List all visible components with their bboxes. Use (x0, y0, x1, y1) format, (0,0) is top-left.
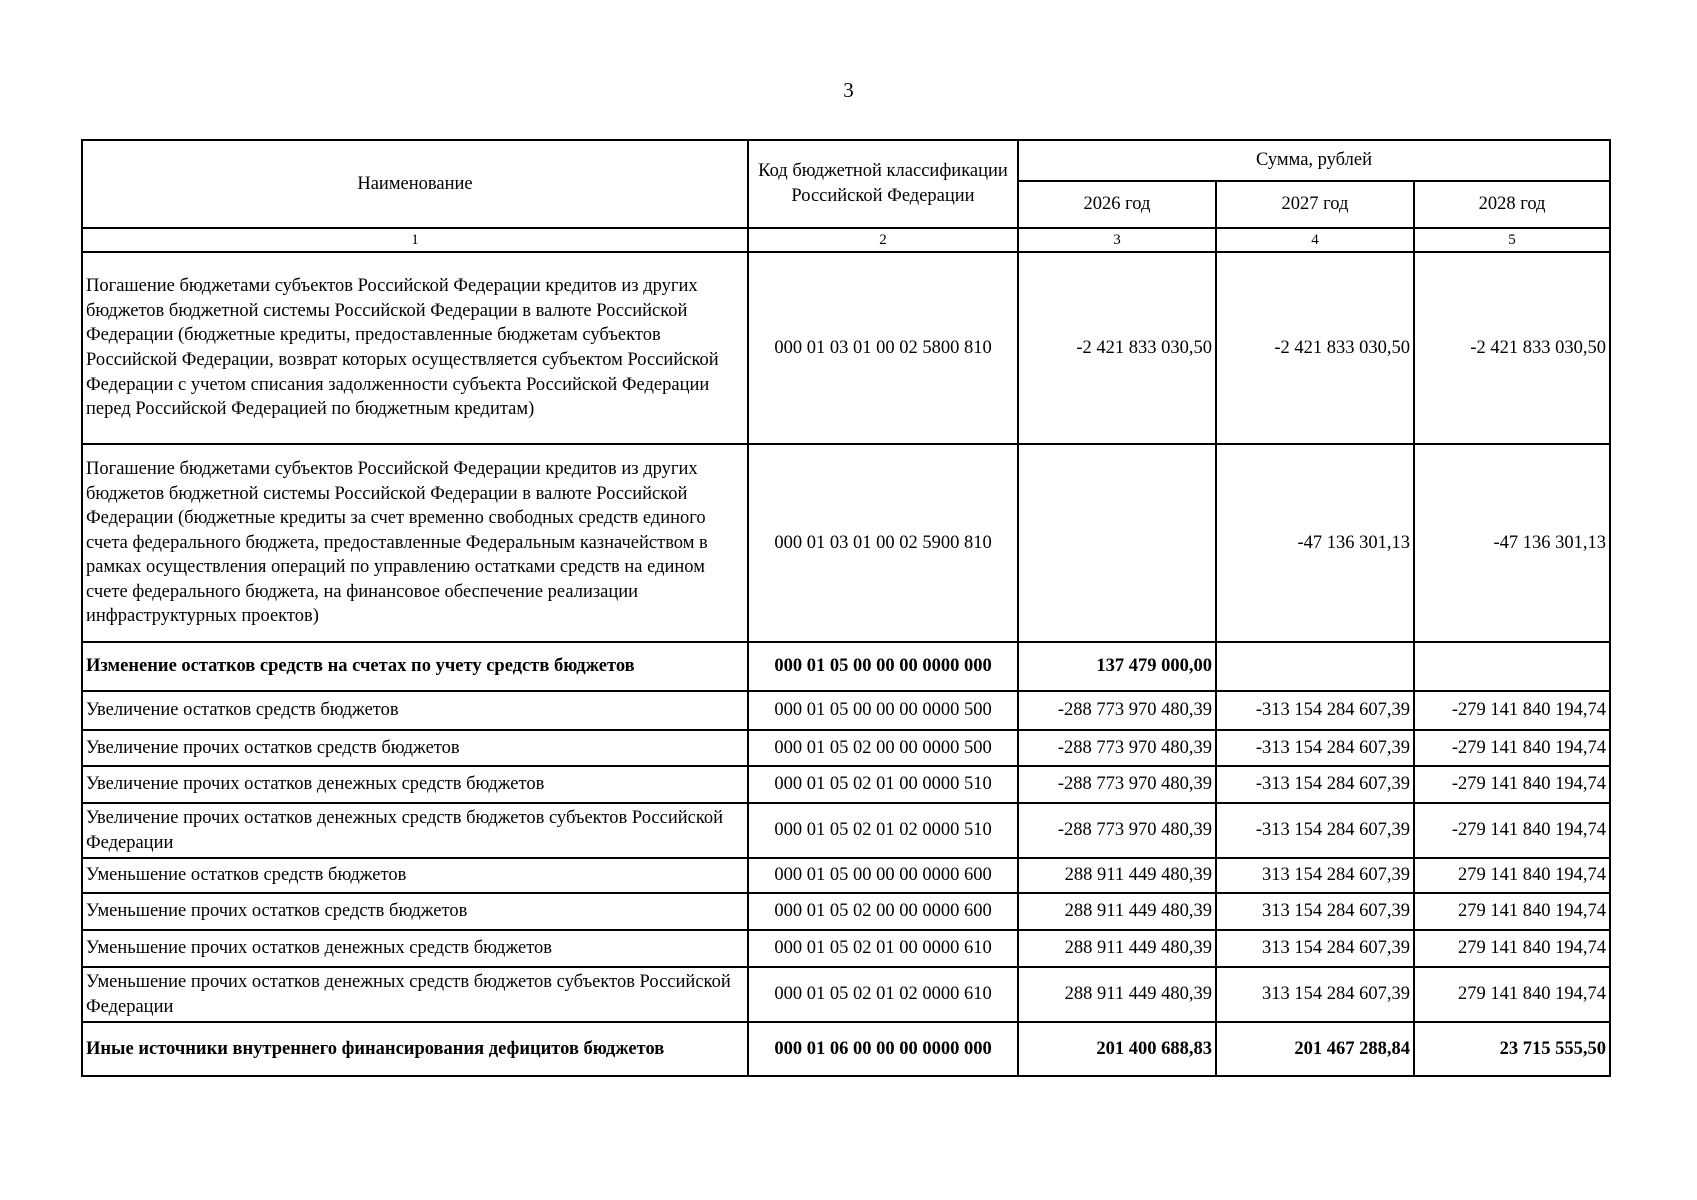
row-name: Иные источники внутреннего финансирования дефицитов бюджетов (82, 1022, 748, 1076)
table-row (82, 858, 1610, 893)
row-value-2026 (1018, 444, 1216, 642)
table-row (82, 803, 1610, 858)
row-value-2027: -313 154 284 607,39 (1216, 803, 1414, 858)
row-value-2026: -2 421 833 030,50 (1018, 252, 1216, 444)
row-code: 000 01 03 01 00 02 5800 810 (748, 252, 1018, 444)
row-code: 000 01 05 02 01 00 0000 610 (748, 930, 1018, 967)
table-row (82, 1022, 1610, 1076)
budget-sources-table (81, 139, 1611, 1077)
table-row (82, 252, 1610, 444)
row-name: Увеличение прочих остатков средств бюджетов (82, 730, 748, 766)
table-row (82, 967, 1610, 1022)
header-code: Код бюджетной классификации Российской Федерации (748, 140, 1018, 228)
row-value-2027: -313 154 284 607,39 (1216, 691, 1414, 730)
column-number: 1 (82, 228, 748, 252)
header-year-2027: 2027 год (1216, 181, 1414, 228)
row-value-2027: 313 154 284 607,39 (1216, 893, 1414, 930)
row-value-2028 (1414, 642, 1610, 691)
row-code: 000 01 05 00 00 00 0000 600 (748, 858, 1018, 893)
table-row (82, 642, 1610, 691)
row-value-2027: 313 154 284 607,39 (1216, 967, 1414, 1022)
row-value-2027: -313 154 284 607,39 (1216, 730, 1414, 766)
row-value-2026: -288 773 970 480,39 (1018, 691, 1216, 730)
row-value-2028: 279 141 840 194,74 (1414, 967, 1610, 1022)
row-value-2027: 313 154 284 607,39 (1216, 930, 1414, 967)
row-name: Изменение остатков средств на счетах по учету средств бюджетов (82, 642, 748, 691)
column-number: 5 (1414, 228, 1610, 252)
header-sum: Сумма, рублей (1018, 140, 1610, 181)
row-value-2028: -47 136 301,13 (1414, 444, 1610, 642)
row-name: Увеличение прочих остатков денежных средств бюджетов (82, 766, 748, 803)
row-value-2026: 288 911 449 480,39 (1018, 893, 1216, 930)
row-value-2028: -279 141 840 194,74 (1414, 730, 1610, 766)
row-name: Уменьшение прочих остатков денежных средств бюджетов субъектов Российской Федерации (82, 967, 748, 1022)
column-number: 3 (1018, 228, 1216, 252)
row-name: Уменьшение прочих остатков средств бюджетов (82, 893, 748, 930)
row-code: 000 01 05 00 00 00 0000 500 (748, 691, 1018, 730)
row-value-2028: 279 141 840 194,74 (1414, 893, 1610, 930)
row-code: 000 01 05 02 00 00 0000 600 (748, 893, 1018, 930)
column-number: 4 (1216, 228, 1414, 252)
table-row (82, 730, 1610, 766)
row-value-2026: 288 911 449 480,39 (1018, 858, 1216, 893)
header-name: Наименование (82, 140, 748, 228)
row-name: Уменьшение прочих остатков денежных средств бюджетов (82, 930, 748, 967)
row-value-2028: 279 141 840 194,74 (1414, 858, 1610, 893)
row-value-2028: 23 715 555,50 (1414, 1022, 1610, 1076)
row-code: 000 01 05 02 00 00 0000 500 (748, 730, 1018, 766)
row-value-2027: -313 154 284 607,39 (1216, 766, 1414, 803)
row-value-2027: -47 136 301,13 (1216, 444, 1414, 642)
row-value-2027 (1216, 642, 1414, 691)
row-value-2028: -279 141 840 194,74 (1414, 803, 1610, 858)
table-row (82, 766, 1610, 803)
row-value-2027: -2 421 833 030,50 (1216, 252, 1414, 444)
row-name: Увеличение прочих остатков денежных средств бюджетов субъектов Российской Федерации (82, 803, 748, 858)
table-row (82, 930, 1610, 967)
row-code: 000 01 06 00 00 00 0000 000 (748, 1022, 1018, 1076)
row-value-2026: 288 911 449 480,39 (1018, 930, 1216, 967)
row-name: Погашение бюджетами субъектов Российской Федерации кредитов из других бюджетов бюджетной системы Российской Федерации в валюте Российской Федерации (бюджетные кредиты, предоставленные бюджетам субъектов Российской Федерации, возврат которых осуществляется субъектом Российской Федерации с учетом списания задолженности субъекта Российской Федерации перед Российской Федерацией по бюджетным кредитам) (82, 252, 748, 444)
row-value-2026: -288 773 970 480,39 (1018, 766, 1216, 803)
row-value-2028: -2 421 833 030,50 (1414, 252, 1610, 444)
row-value-2026: 201 400 688,83 (1018, 1022, 1216, 1076)
row-name: Уменьшение остатков средств бюджетов (82, 858, 748, 893)
row-code: 000 01 05 02 01 00 0000 510 (748, 766, 1018, 803)
row-code: 000 01 05 02 01 02 0000 610 (748, 967, 1018, 1022)
row-code: 000 01 05 02 01 02 0000 510 (748, 803, 1018, 858)
row-value-2026: 288 911 449 480,39 (1018, 967, 1216, 1022)
row-name: Увеличение остатков средств бюджетов (82, 691, 748, 730)
row-value-2027: 313 154 284 607,39 (1216, 858, 1414, 893)
row-value-2026: -288 773 970 480,39 (1018, 803, 1216, 858)
column-number: 2 (748, 228, 1018, 252)
header-year-2028: 2028 год (1414, 181, 1610, 228)
row-value-2026: -288 773 970 480,39 (1018, 730, 1216, 766)
table-row (82, 444, 1610, 642)
row-value-2028: -279 141 840 194,74 (1414, 766, 1610, 803)
row-value-2027: 201 467 288,84 (1216, 1022, 1414, 1076)
header-year-2026: 2026 год (1018, 181, 1216, 228)
row-code: 000 01 05 00 00 00 0000 000 (748, 642, 1018, 691)
row-code: 000 01 03 01 00 02 5900 810 (748, 444, 1018, 642)
row-value-2026: 137 479 000,00 (1018, 642, 1216, 691)
table-row (82, 893, 1610, 930)
row-value-2028: 279 141 840 194,74 (1414, 930, 1610, 967)
row-name: Погашение бюджетами субъектов Российской Федерации кредитов из других бюджетов бюджетной системы Российской Федерации в валюте Российской Федерации (бюджетные кредиты за счет временно свободных средств единого счета федерального бюджета, предоставленные Федеральным казначейством в рамках осуществления операций по управлению остатками средств на едином счете федерального бюджета, на финансовое обеспечение реализации инфраструктурных проектов) (82, 444, 748, 642)
page-number: 3 (843, 78, 854, 102)
row-value-2028: -279 141 840 194,74 (1414, 691, 1610, 730)
table-row (82, 691, 1610, 730)
